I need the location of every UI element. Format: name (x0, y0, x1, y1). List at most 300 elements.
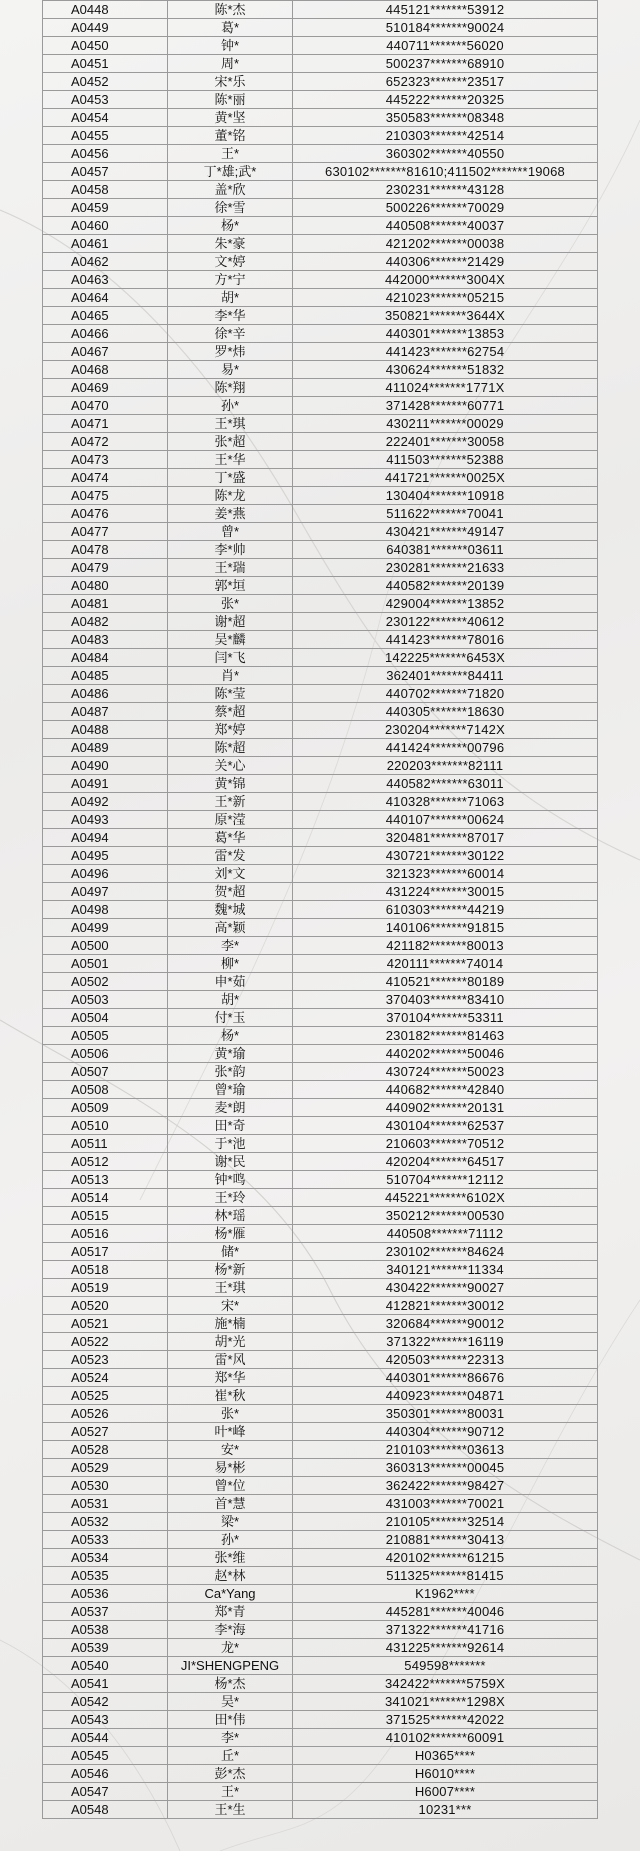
record-id-cell: A0466 (43, 325, 168, 343)
table-row (43, 631, 598, 649)
table-row (43, 1315, 598, 1333)
id-number-cell: 350821*******3644X (293, 307, 598, 325)
name-cell: 罗*炜 (168, 343, 293, 361)
id-number-cell: 441423*******62754 (293, 343, 598, 361)
table-row (43, 1279, 598, 1297)
table-row (43, 361, 598, 379)
table-row (43, 1207, 598, 1225)
table-row (43, 1351, 598, 1369)
name-cell: 刘*文 (168, 865, 293, 883)
record-id-cell: A0464 (43, 289, 168, 307)
name-cell: 李* (168, 937, 293, 955)
name-cell: 贺*超 (168, 883, 293, 901)
id-number-cell: 440306*******21429 (293, 253, 598, 271)
id-number-cell: 440304*******90712 (293, 1423, 598, 1441)
table-row (43, 1423, 598, 1441)
name-cell: 魏*城 (168, 901, 293, 919)
name-cell: 曾* (168, 523, 293, 541)
name-cell: 陈*超 (168, 739, 293, 757)
table-row (43, 1639, 598, 1657)
name-cell: 田*伟 (168, 1711, 293, 1729)
record-id-cell: A0531 (43, 1495, 168, 1513)
record-id-cell: A0521 (43, 1315, 168, 1333)
name-cell: 叶*峰 (168, 1423, 293, 1441)
id-number-cell: 321323*******60014 (293, 865, 598, 883)
name-cell: 孙* (168, 1531, 293, 1549)
name-cell: 闫*飞 (168, 649, 293, 667)
name-cell: 易*彬 (168, 1459, 293, 1477)
name-cell: 曾*位 (168, 1477, 293, 1495)
name-cell: 朱*豪 (168, 235, 293, 253)
name-cell: 王*琪 (168, 1279, 293, 1297)
name-cell: 蔡*超 (168, 703, 293, 721)
name-cell: 宋* (168, 1297, 293, 1315)
table-row (43, 181, 598, 199)
name-cell: 原*滢 (168, 811, 293, 829)
table-row (43, 901, 598, 919)
record-id-cell: A0482 (43, 613, 168, 631)
table-row (43, 109, 598, 127)
table-row (43, 667, 598, 685)
table-row (43, 271, 598, 289)
table-row (43, 811, 598, 829)
id-number-cell: 640381*******03611 (293, 541, 598, 559)
table-row (43, 1693, 598, 1711)
id-number-cell: 431225*******92614 (293, 1639, 598, 1657)
table-row (43, 1675, 598, 1693)
id-number-cell: 371525*******42022 (293, 1711, 598, 1729)
name-cell: 雷*风 (168, 1351, 293, 1369)
table-row (43, 1333, 598, 1351)
id-number-cell: 500237*******68910 (293, 55, 598, 73)
name-cell: 梁* (168, 1513, 293, 1531)
table-row (43, 1729, 598, 1747)
name-cell: 方*宁 (168, 271, 293, 289)
record-id-cell: A0492 (43, 793, 168, 811)
id-number-cell: 370403*******83410 (293, 991, 598, 1009)
name-cell: 郑*青 (168, 1603, 293, 1621)
table-row (43, 145, 598, 163)
table-row (43, 1531, 598, 1549)
name-cell: 杨*杰 (168, 1675, 293, 1693)
record-id-cell: A0518 (43, 1261, 168, 1279)
id-number-cell: 420102*******61215 (293, 1549, 598, 1567)
record-id-cell: A0519 (43, 1279, 168, 1297)
record-id-cell: A0497 (43, 883, 168, 901)
id-number-cell: 220203*******82111 (293, 757, 598, 775)
record-id-cell: A0548 (43, 1801, 168, 1819)
id-number-cell: 430721*******30122 (293, 847, 598, 865)
id-number-cell: H6010**** (293, 1765, 598, 1783)
name-cell: 郭*垣 (168, 577, 293, 595)
id-number-cell: 411024*******1771X (293, 379, 598, 397)
id-number-cell: 440582*******20139 (293, 577, 598, 595)
record-id-cell: A0472 (43, 433, 168, 451)
table-row (43, 1657, 598, 1675)
id-number-cell: 210603*******70512 (293, 1135, 598, 1153)
id-number-cell: 429004*******13852 (293, 595, 598, 613)
record-id-cell: A0545 (43, 1747, 168, 1765)
name-cell: 曾*瑜 (168, 1081, 293, 1099)
table-row (43, 883, 598, 901)
record-id-cell: A0493 (43, 811, 168, 829)
record-id-cell: A0459 (43, 199, 168, 217)
id-number-cell: 350301*******80031 (293, 1405, 598, 1423)
id-number-cell: 370104*******53311 (293, 1009, 598, 1027)
name-cell: 张* (168, 1405, 293, 1423)
record-id-cell: A0522 (43, 1333, 168, 1351)
record-id-cell: A0491 (43, 775, 168, 793)
table-row (43, 397, 598, 415)
id-number-cell: H6007**** (293, 1783, 598, 1801)
record-id-cell: A0500 (43, 937, 168, 955)
table-row (43, 1243, 598, 1261)
table-row (43, 1765, 598, 1783)
table-row (43, 1153, 598, 1171)
record-id-cell: A0529 (43, 1459, 168, 1477)
record-id-cell: A0484 (43, 649, 168, 667)
table-row (43, 1099, 598, 1117)
record-id-cell: A0460 (43, 217, 168, 235)
table-row (43, 1009, 598, 1027)
record-id-cell: A0462 (43, 253, 168, 271)
name-cell: 张*维 (168, 1549, 293, 1567)
record-id-cell: A0507 (43, 1063, 168, 1081)
table-row (43, 793, 598, 811)
name-cell: 陈*莹 (168, 685, 293, 703)
name-cell: 肖* (168, 667, 293, 685)
name-cell: 王*玲 (168, 1189, 293, 1207)
id-number-cell: 430104*******62537 (293, 1117, 598, 1135)
table-row (43, 919, 598, 937)
table-row (43, 847, 598, 865)
table-row (43, 1495, 598, 1513)
name-cell: 盖*欣 (168, 181, 293, 199)
name-cell: 关*心 (168, 757, 293, 775)
name-cell: 施*楠 (168, 1315, 293, 1333)
id-number-cell: 440902*******20131 (293, 1099, 598, 1117)
table-row (43, 451, 598, 469)
record-id-cell: A0534 (43, 1549, 168, 1567)
table-row (43, 685, 598, 703)
table-row (43, 1711, 598, 1729)
table-row (43, 19, 598, 37)
table-row (43, 1117, 598, 1135)
record-id-cell: A0540 (43, 1657, 168, 1675)
record-id-cell: A0481 (43, 595, 168, 613)
name-cell: 崔*秋 (168, 1387, 293, 1405)
id-number-cell: 362401*******84411 (293, 667, 598, 685)
id-number-cell: 440923*******04871 (293, 1387, 598, 1405)
table-row (43, 1783, 598, 1801)
name-cell: 张*韵 (168, 1063, 293, 1081)
record-id-cell: A0489 (43, 739, 168, 757)
name-cell: 麦*朗 (168, 1099, 293, 1117)
id-number-cell: 210103*******03613 (293, 1441, 598, 1459)
record-id-cell: A0449 (43, 19, 168, 37)
table-row (43, 217, 598, 235)
table-row (43, 1477, 598, 1495)
table-row (43, 1135, 598, 1153)
id-number-cell: H0365**** (293, 1747, 598, 1765)
table-row (43, 559, 598, 577)
name-cell: 彭*杰 (168, 1765, 293, 1783)
name-cell: 丘* (168, 1747, 293, 1765)
record-id-cell: A0503 (43, 991, 168, 1009)
record-id-cell: A0452 (43, 73, 168, 91)
table-row (43, 37, 598, 55)
name-cell: 李*帅 (168, 541, 293, 559)
name-cell: 陈*翔 (168, 379, 293, 397)
table-row (43, 415, 598, 433)
id-number-cell: 230204*******7142X (293, 721, 598, 739)
record-id-cell: A0502 (43, 973, 168, 991)
name-cell: 王*新 (168, 793, 293, 811)
name-cell: 谢*超 (168, 613, 293, 631)
record-id-cell: A0467 (43, 343, 168, 361)
id-number-cell: 362422*******98427 (293, 1477, 598, 1495)
id-number-cell: 430724*******50023 (293, 1063, 598, 1081)
table-row (43, 199, 598, 217)
table-row (43, 1, 598, 19)
name-cell: 王* (168, 145, 293, 163)
record-id-cell: A0490 (43, 757, 168, 775)
name-cell: 杨*新 (168, 1261, 293, 1279)
record-id-cell: A0487 (43, 703, 168, 721)
table-row (43, 163, 598, 181)
id-number-cell: 210303*******42514 (293, 127, 598, 145)
name-cell: 吴*麟 (168, 631, 293, 649)
id-number-cell: 442000*******3004X (293, 271, 598, 289)
id-number-cell: 10231*** (293, 1801, 598, 1819)
name-cell: 安* (168, 1441, 293, 1459)
table-row (43, 1441, 598, 1459)
name-cell: 李* (168, 1729, 293, 1747)
name-cell: 葛*华 (168, 829, 293, 847)
table-row (43, 1045, 598, 1063)
id-number-cell: 510184*******90024 (293, 19, 598, 37)
id-number-cell: 440711*******56020 (293, 37, 598, 55)
name-cell: 黄*瑜 (168, 1045, 293, 1063)
name-cell: 于*池 (168, 1135, 293, 1153)
name-cell: 杨*雁 (168, 1225, 293, 1243)
name-cell: 李*海 (168, 1621, 293, 1639)
record-id-cell: A0468 (43, 361, 168, 379)
id-number-cell: 441424*******00796 (293, 739, 598, 757)
table-row (43, 433, 598, 451)
record-id-cell: A0526 (43, 1405, 168, 1423)
id-number-cell: 360302*******40550 (293, 145, 598, 163)
record-id-cell: A0520 (43, 1297, 168, 1315)
record-id-cell: A0511 (43, 1135, 168, 1153)
table-row (43, 829, 598, 847)
name-cell: 陈*丽 (168, 91, 293, 109)
id-number-cell: 441721*******0025X (293, 469, 598, 487)
id-number-cell: 652323*******23517 (293, 73, 598, 91)
record-id-cell: A0543 (43, 1711, 168, 1729)
record-id-cell: A0537 (43, 1603, 168, 1621)
record-id-cell: A0476 (43, 505, 168, 523)
table-row (43, 595, 598, 613)
name-cell: 文*婷 (168, 253, 293, 271)
record-id-cell: A0499 (43, 919, 168, 937)
record-id-cell: A0483 (43, 631, 168, 649)
id-number-cell: 445281*******40046 (293, 1603, 598, 1621)
table-row (43, 1225, 598, 1243)
name-cell: 胡* (168, 991, 293, 1009)
record-id-cell: A0539 (43, 1639, 168, 1657)
id-number-cell: 431003*******70021 (293, 1495, 598, 1513)
table-row (43, 991, 598, 1009)
name-cell: 丁*雄;武* (168, 163, 293, 181)
id-number-cell: 130404*******10918 (293, 487, 598, 505)
record-id-cell: A0453 (43, 91, 168, 109)
table-row (43, 739, 598, 757)
name-cell: 董*铭 (168, 127, 293, 145)
name-cell: 徐*辛 (168, 325, 293, 343)
name-cell: 杨* (168, 1027, 293, 1045)
id-number-cell: 421202*******00038 (293, 235, 598, 253)
record-id-cell: A0465 (43, 307, 168, 325)
table-row (43, 523, 598, 541)
id-number-cell: 230122*******40612 (293, 613, 598, 631)
name-cell: 陈*龙 (168, 487, 293, 505)
name-cell: 丁*盛 (168, 469, 293, 487)
record-id-cell: A0517 (43, 1243, 168, 1261)
id-number-cell: 350212*******00530 (293, 1207, 598, 1225)
table-row (43, 1261, 598, 1279)
record-id-cell: A0455 (43, 127, 168, 145)
table-row (43, 721, 598, 739)
name-cell: 李*华 (168, 307, 293, 325)
record-id-cell: A0474 (43, 469, 168, 487)
record-id-cell: A0538 (43, 1621, 168, 1639)
table-row (43, 1171, 598, 1189)
id-number-cell: 431224*******30015 (293, 883, 598, 901)
id-list-rows (43, 1, 598, 1819)
name-cell: 高*颖 (168, 919, 293, 937)
id-number-cell: 360313*******00045 (293, 1459, 598, 1477)
table-row (43, 91, 598, 109)
record-id-cell: A0547 (43, 1783, 168, 1801)
name-cell: 谢*民 (168, 1153, 293, 1171)
name-cell: 孙* (168, 397, 293, 415)
record-id-cell: A0457 (43, 163, 168, 181)
table-row (43, 937, 598, 955)
table-row (43, 1081, 598, 1099)
record-id-cell: A0509 (43, 1099, 168, 1117)
record-id-cell: A0513 (43, 1171, 168, 1189)
record-id-cell: A0523 (43, 1351, 168, 1369)
name-cell: 付*玉 (168, 1009, 293, 1027)
table-row (43, 1567, 598, 1585)
id-number-cell: 610303*******44219 (293, 901, 598, 919)
table-row (43, 1027, 598, 1045)
table-row (43, 865, 598, 883)
name-cell: 柳* (168, 955, 293, 973)
record-id-cell: A0512 (43, 1153, 168, 1171)
table-row (43, 613, 598, 631)
id-number-cell: 440582*******63011 (293, 775, 598, 793)
record-id-cell: A0516 (43, 1225, 168, 1243)
name-cell: 王*琪 (168, 415, 293, 433)
record-id-cell: A0504 (43, 1009, 168, 1027)
record-id-cell: A0533 (43, 1531, 168, 1549)
name-cell: 葛* (168, 19, 293, 37)
id-number-cell: 445222*******20325 (293, 91, 598, 109)
table-row (43, 973, 598, 991)
name-cell: 林*瑶 (168, 1207, 293, 1225)
name-cell: 雷*发 (168, 847, 293, 865)
name-cell: JI*SHENGPENG (168, 1657, 293, 1675)
name-cell: 王*华 (168, 451, 293, 469)
record-id-cell: A0485 (43, 667, 168, 685)
name-cell: 储* (168, 1243, 293, 1261)
id-number-cell: 630102*******81610;411502*******19068 (293, 163, 598, 181)
id-number-cell: 440202*******50046 (293, 1045, 598, 1063)
id-number-cell: 511622*******70041 (293, 505, 598, 523)
record-id-cell: A0532 (43, 1513, 168, 1531)
record-id-cell: A0542 (43, 1693, 168, 1711)
record-id-cell: A0450 (43, 37, 168, 55)
table-row (43, 1459, 598, 1477)
id-number-cell: 210881*******30413 (293, 1531, 598, 1549)
name-cell: 黄*坚 (168, 109, 293, 127)
table-row (43, 73, 598, 91)
record-id-cell: A0530 (43, 1477, 168, 1495)
id-number-cell: 420503*******22313 (293, 1351, 598, 1369)
name-cell: 吴* (168, 1693, 293, 1711)
name-cell: 胡* (168, 289, 293, 307)
record-id-cell: A0541 (43, 1675, 168, 1693)
record-id-cell: A0463 (43, 271, 168, 289)
record-id-cell: A0494 (43, 829, 168, 847)
table-row (43, 1513, 598, 1531)
record-id-cell: A0480 (43, 577, 168, 595)
name-cell: 张* (168, 595, 293, 613)
id-number-cell: 440305*******18630 (293, 703, 598, 721)
table-row (43, 307, 598, 325)
id-number-cell: 210105*******32514 (293, 1513, 598, 1531)
id-number-cell: 421182*******80013 (293, 937, 598, 955)
id-number-cell: 430211*******00029 (293, 415, 598, 433)
record-id-cell: A0488 (43, 721, 168, 739)
table-row (43, 955, 598, 973)
record-id-cell: A0527 (43, 1423, 168, 1441)
table-row (43, 55, 598, 73)
id-number-cell: K1962**** (293, 1585, 598, 1603)
record-id-cell: A0479 (43, 559, 168, 577)
id-number-cell: 371322*******16119 (293, 1333, 598, 1351)
id-number-cell: 140106*******91815 (293, 919, 598, 937)
id-number-cell: 440107*******00624 (293, 811, 598, 829)
id-number-cell: 445121*******53912 (293, 1, 598, 19)
table-row (43, 469, 598, 487)
id-number-cell: 410328*******71063 (293, 793, 598, 811)
table-row (43, 235, 598, 253)
id-number-cell: 511325*******81415 (293, 1567, 598, 1585)
table-row (43, 1369, 598, 1387)
record-id-cell: A0524 (43, 1369, 168, 1387)
id-number-cell: 320684*******90012 (293, 1315, 598, 1333)
name-cell: 龙* (168, 1639, 293, 1657)
id-number-cell: 371322*******41716 (293, 1621, 598, 1639)
id-number-cell: 440508*******40037 (293, 217, 598, 235)
record-id-cell: A0475 (43, 487, 168, 505)
id-number-cell: 350583*******08348 (293, 109, 598, 127)
id-list-sheet (42, 0, 598, 1819)
table-row (43, 1297, 598, 1315)
